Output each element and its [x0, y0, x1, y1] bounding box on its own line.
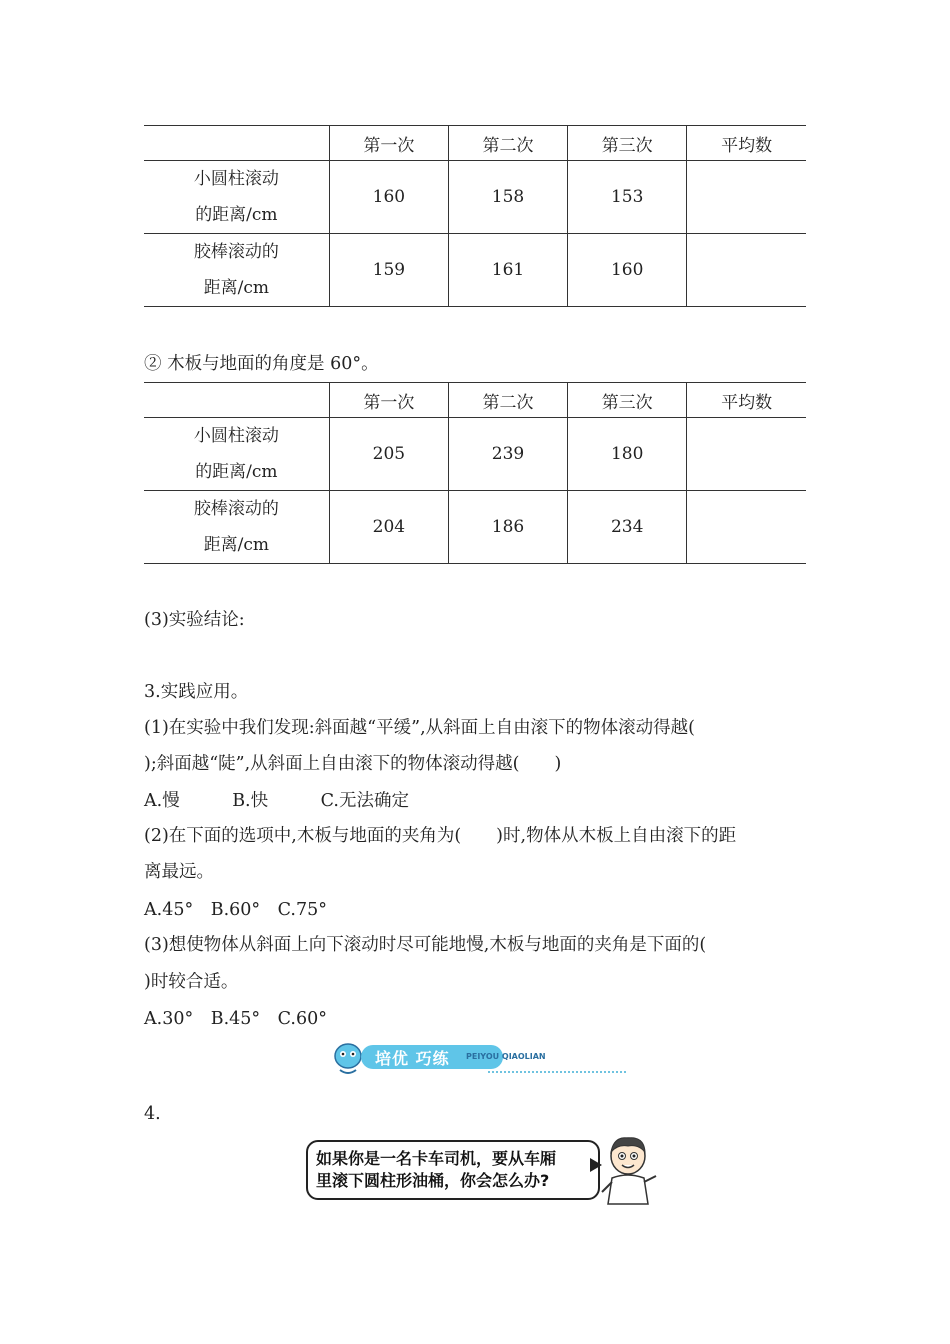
row-label-line: 的距离/cm	[195, 205, 278, 225]
bubble-text	[316, 1148, 556, 1192]
row-label-line: 胶棒滚动的	[193, 242, 279, 262]
header-average: 平均数	[687, 383, 806, 418]
cell-value: 159	[329, 234, 448, 307]
cell-value: 204	[329, 491, 448, 564]
question-3-1-line2: );斜面越“陡”,从斜面上自由滚下的物体滚动得越( )	[144, 754, 562, 774]
row-label-line: 小圆柱滚动	[193, 169, 279, 189]
cell-value: 205	[329, 418, 448, 491]
cell-average-blank[interactable]	[687, 234, 806, 307]
banner-subtitle: PEIYOU QIAOLIAN	[466, 1052, 546, 1061]
cell-value: 234	[568, 491, 687, 564]
banner-title: 培优 巧练	[375, 1049, 450, 1068]
cell-average-blank[interactable]	[687, 418, 806, 491]
cell-value: 239	[448, 418, 567, 491]
question-3-3-line1: (3)想使物体从斜面上向下滚动时尽可能地慢,木板与地面的夹角是下面的(	[144, 935, 707, 955]
cell-value: 160	[568, 234, 687, 307]
row-label	[144, 418, 329, 491]
question-3-3-options: A.30° B.45° C.60°	[144, 1009, 328, 1029]
header-second: 第二次	[448, 126, 567, 161]
table-row	[144, 161, 806, 234]
cell-value: 180	[568, 418, 687, 491]
table-row	[144, 234, 806, 307]
experiment-conclusion: (3)实验结论:	[144, 610, 245, 630]
table-header-row	[144, 383, 806, 418]
row-label	[144, 161, 329, 234]
header-second: 第二次	[448, 383, 567, 418]
row-label-line: 的距离/cm	[195, 462, 278, 482]
question-3-1-line1: (1)在实验中我们发现:斜面越“平缓”,从斜面上自由滚下的物体滚动得越(	[144, 718, 695, 738]
question-3-1-options: A.慢 B.快 C.无法确定	[144, 791, 409, 811]
section-banner	[328, 1038, 628, 1078]
table-angle-60	[144, 382, 806, 564]
question-3-2-options: A.45° B.60° C.75°	[144, 900, 328, 920]
table-row	[144, 491, 806, 564]
header-first: 第一次	[329, 383, 448, 418]
question-3-2-line2: 离最远。	[144, 862, 214, 882]
row-label	[144, 491, 329, 564]
section-2-title: ② 木板与地面的角度是 60°。	[144, 354, 379, 374]
table-row	[144, 418, 806, 491]
header-third: 第三次	[568, 126, 687, 161]
boy-illustration-icon	[598, 1134, 658, 1206]
header-blank	[144, 126, 329, 161]
cell-value: 153	[568, 161, 687, 234]
row-label-line: 小圆柱滚动	[193, 426, 279, 446]
cell-average-blank[interactable]	[687, 491, 806, 564]
cell-value: 161	[448, 234, 567, 307]
cell-value: 186	[448, 491, 567, 564]
banner-divider	[488, 1071, 626, 1073]
cell-value: 160	[329, 161, 448, 234]
bubble-line: 如果你是一名卡车司机，要从车厢	[316, 1149, 557, 1168]
question-4-number: 4.	[144, 1104, 161, 1124]
question-3-3-line2: )时较合适。	[144, 972, 239, 992]
header-blank	[144, 383, 329, 418]
table-angle-1	[144, 125, 806, 307]
row-label-line: 胶棒滚动的	[193, 499, 279, 519]
question-3-2-line1: (2)在下面的选项中,木板与地面的夹角为( )时,物体从木板上自由滚下的距	[144, 826, 737, 846]
table-header-row	[144, 126, 806, 161]
row-label-line: 距离/cm	[203, 278, 270, 298]
header-third: 第三次	[568, 383, 687, 418]
header-first: 第一次	[329, 126, 448, 161]
cell-value: 158	[448, 161, 567, 234]
header-average: 平均数	[687, 126, 806, 161]
question-3-title: 3.实践应用。	[144, 682, 249, 702]
cell-average-blank[interactable]	[687, 161, 806, 234]
row-label-line: 距离/cm	[203, 535, 270, 555]
speech-bubble	[306, 1140, 600, 1200]
row-label	[144, 234, 329, 307]
bubble-line: 里滚下圆柱形油桶，你会怎么办?	[316, 1171, 550, 1190]
